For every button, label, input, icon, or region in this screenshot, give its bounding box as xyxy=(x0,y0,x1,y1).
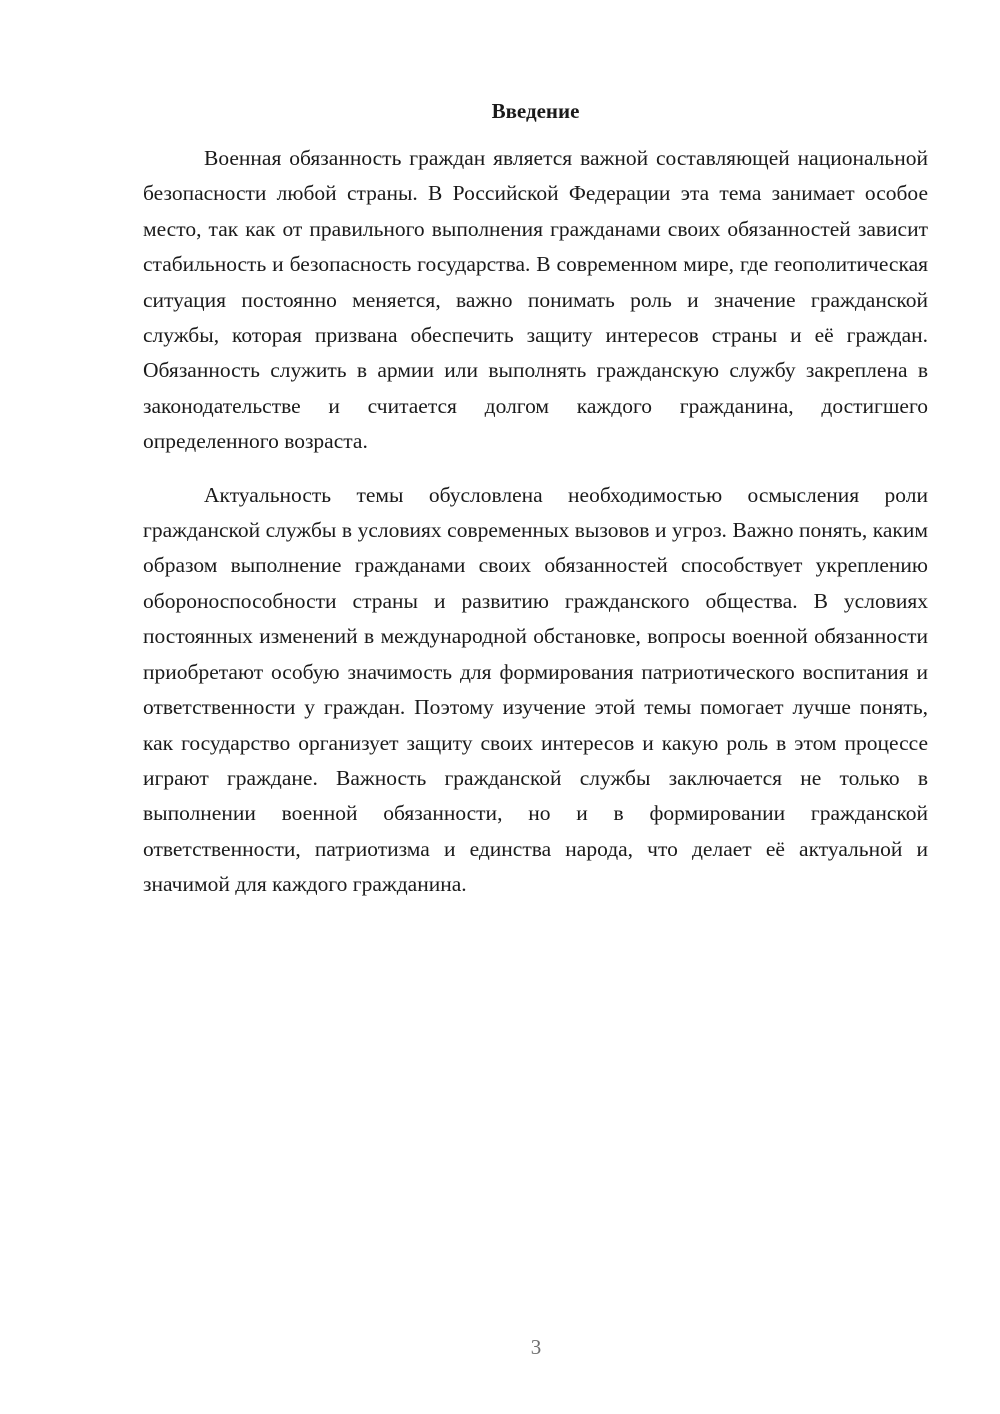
paragraph-intro: Военная обязанность граждан является важной составляющей национальной безопасности любой страны. В Российской Федерации эта тема занимает особое место, так как от правильного выполнения гражданами своих обязанностей зависит стабильность и безопасность государства. В современном мире, где геополитическая ситуация постоянно меняется, важно понимать роль и значение гражданской службы, которая призвана обеспечить защиту интересов страны и её граждан. Обязанность служить в армии или выполнять гражданскую службу закреплена в законодательстве и считается долгом каждого гражданина, достигшего определенного возраста. xyxy=(143,146,928,454)
page-number: 3 xyxy=(530,1335,542,1359)
paragraph-relevance: Актуальность темы обусловлена необходимостью осмысления роли гражданской службы в условиях современных вызовов и угроз. Важно понять, каким образом выполнение гражданами своих обязанностей способствует укреплению обороноспособности страны и развитию гражданского общества. В условиях постоянных изменений в международной обстановке, вопросы военной обязанности приобретают особую значимость для формирования патриотического воспитания и ответственности у граждан. Поэтому изучение этой темы помогает лучше понять, как государство организует защиту своих интересов и какую роль в этом процессе играют граждане. Важность гражданской службы заключается не только в выполнении военной обязанности, но и в формировании гражданской ответственности, патриотизма и единства народа, что делает её актуальной и значимой для каждого гражданина. xyxy=(143,482,928,897)
section-heading: Введение xyxy=(491,99,580,123)
body-text xyxy=(143,141,928,903)
